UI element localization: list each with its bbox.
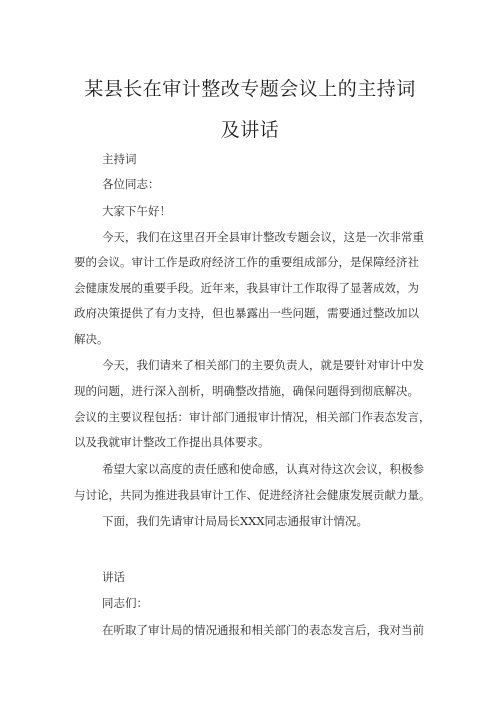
paragraph-2-line-2: 现的问题，进行深入剖析，明确整改措施，确保问题得到彻底解决。 [74, 384, 419, 398]
paragraph-2-line-3: 会议的主要议程包括：审计部门通报审计情况，相关部门作表态发言， [74, 410, 431, 424]
paragraph-3-line-2: 与讨论，共同为推进我县审计工作、促进经济社会健康发展贡献力量。 [74, 488, 431, 502]
speech-salutation: 同志们： [102, 596, 148, 610]
document-title-line-1: 某县长在审计整改专题会议上的主持词 [84, 78, 416, 100]
greeting: 大家下午好！ [102, 204, 171, 218]
section-heading-speech: 讲话 [102, 570, 125, 584]
paragraph-1-line-3: 会健康发展的重要手段。近年来，我县审计工作取得了显著成效，为 [74, 281, 419, 295]
paragraph-1-line-2: 要的会议。审计工作是政府经济工作的重要组成部分，是保障经济社 [74, 255, 419, 269]
paragraph-2-line-1: 今天，我们请来了相关部门的主要负责人，就是要针对审计中发 [102, 358, 424, 372]
document-title-line-2: 及讲话 [220, 119, 280, 141]
salutation: 各位同志： [102, 177, 160, 191]
paragraph-1-line-4: 政府决策提供了有力支持，但也暴露出一些问题，需要通过整改加以 [74, 306, 419, 320]
paragraph-1-line-1: 今天，我们在这里召开全县审计整改专题会议，这是一次非常重 [102, 230, 424, 244]
paragraph-2-line-4: 以及我就审计整改工作提出具体要求。 [74, 435, 270, 449]
paragraph-1-line-5: 解决。 [74, 332, 109, 346]
paragraph-3-line-1: 希望大家以高度的责任感和使命感，认真对待这次会议，积极参 [102, 462, 424, 476]
paragraph-4-line-1: 下面，我们先请审计局局长XXX同志通报审计情况。 [102, 514, 369, 528]
section-heading-host-remarks: 主持词 [102, 152, 137, 166]
speech-paragraph-1-line-1: 在听取了审计局的情况通报和相关部门的表态发言后，我对当前 [102, 623, 424, 637]
